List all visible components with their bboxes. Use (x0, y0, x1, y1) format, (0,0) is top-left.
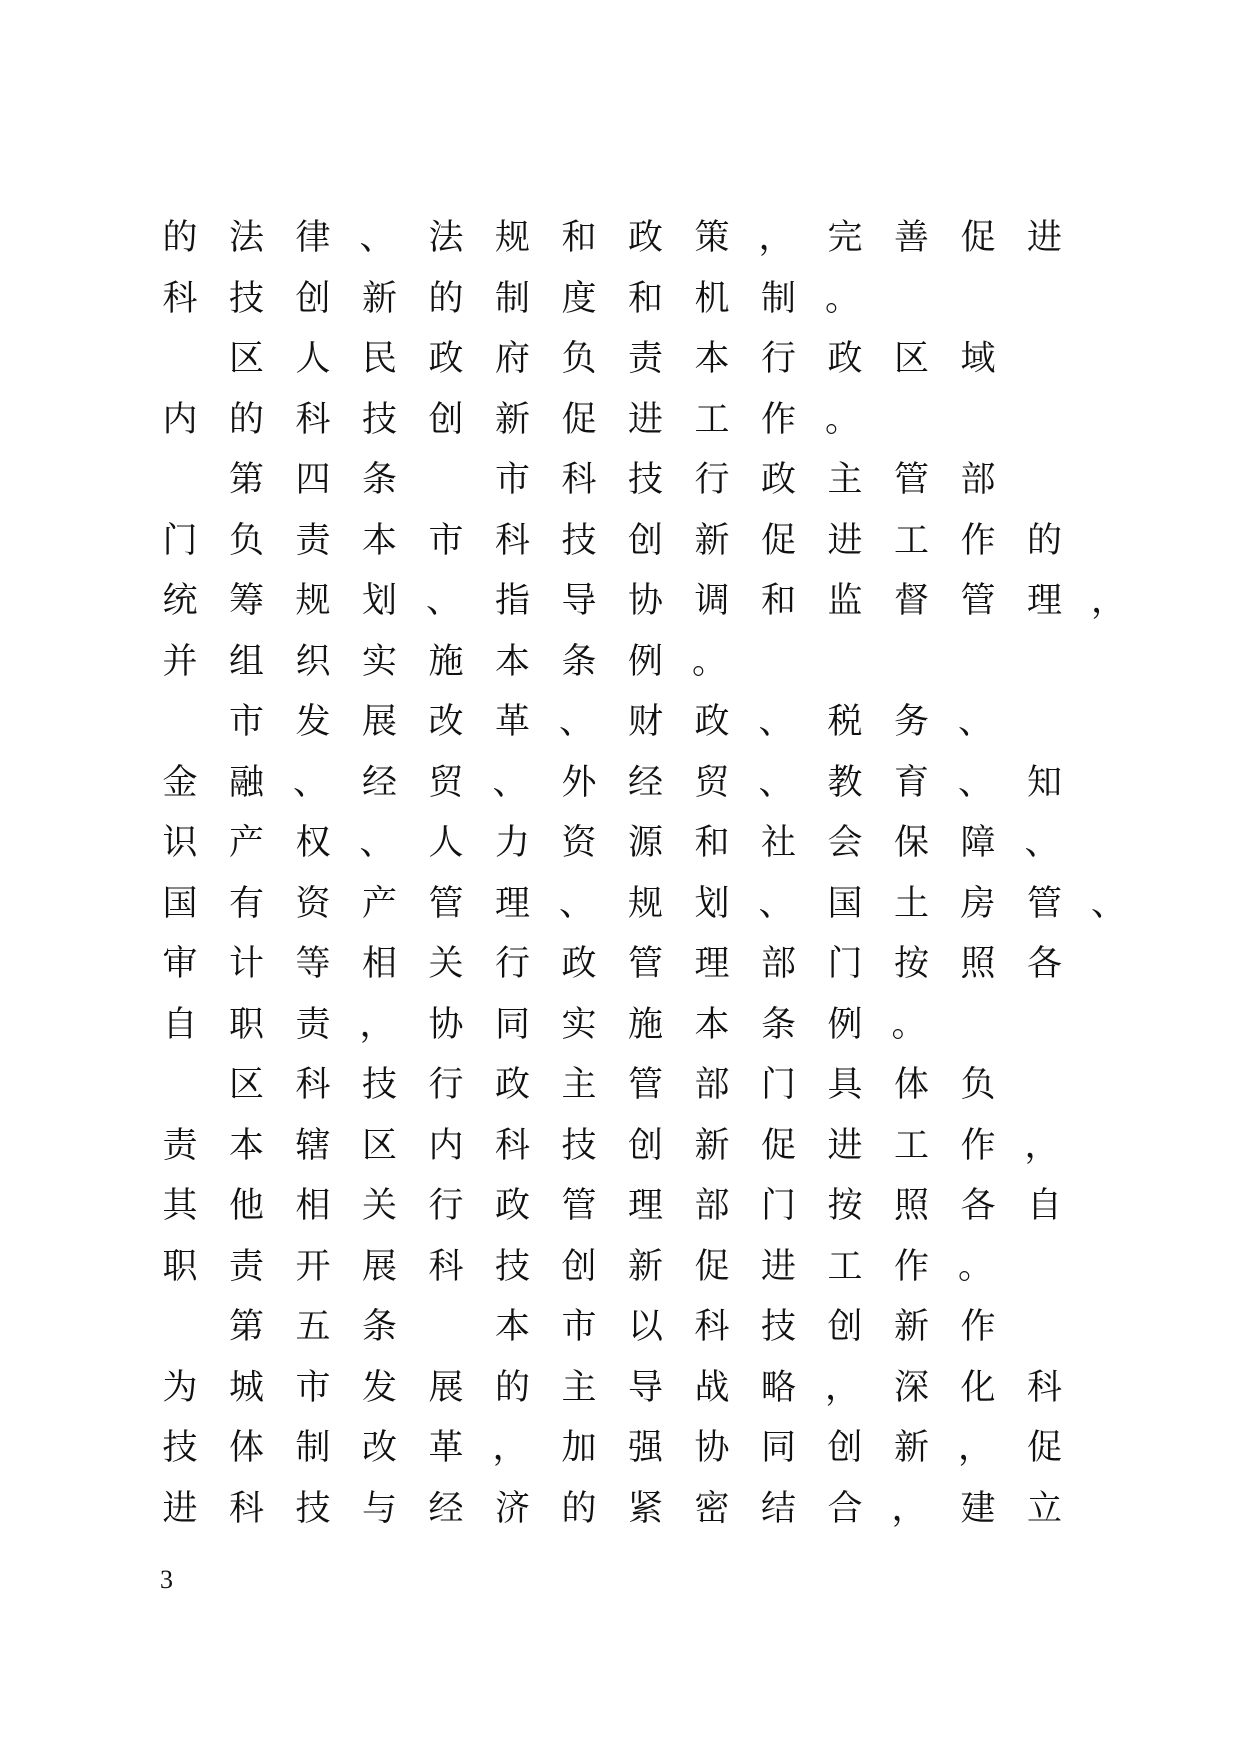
page-number: 3 (160, 1565, 173, 1594)
text-line: 自 职 责 ， 协 同 实 施 本 条 例 。 (162, 1004, 927, 1045)
text-line: 职 责 开 展 科 技 创 新 促 进 工 作 。 (162, 1246, 994, 1287)
text-line: 区 科 技 行 政 主 管 部 门 具 体 负 (228, 1065, 996, 1105)
text-line: 审 计 等 相 关 行 政 管 理 部 门 按 照 各 (162, 944, 1062, 984)
text-line: 内 的 科 技 创 新 促 进 工 作 。 (162, 399, 861, 440)
text-line: 其 他 相 关 行 政 管 理 部 门 按 照 各 自 (162, 1186, 1062, 1226)
text-line: 金 融 、 经 贸 、 外 经 贸 、 教 育 、 知 (162, 762, 1062, 803)
text-line: 为 城 市 发 展 的 主 导 战 略 ， 深 化 科 (162, 1367, 1062, 1408)
text-line: 识 产 权 、 人 力 资 源 和 社 会 保 障 、 (162, 823, 1060, 863)
text-line: 统 筹 规 划 、 指 导 协 调 和 监 督 管 理 ， (162, 581, 1127, 621)
text-line: 并 组 织 实 施 本 条 例 。 (162, 641, 728, 682)
text-line: 市 发 展 改 革 、 财 政 、 税 务 、 (228, 702, 994, 742)
text-line: 科 技 创 新 的 制 度 和 机 制 。 (162, 278, 861, 319)
text-line: 的 法 律 、 法 规 和 政 策 ， 完 善 促 进 (162, 218, 1062, 258)
text-line: 进 科 技 与 经 济 的 紧 密 结 合 ， 建 立 (162, 1488, 1062, 1529)
body-text (160, 218, 1127, 1549)
text-line: 门 负 责 本 市 科 技 创 新 促 进 工 作 的 (162, 520, 1062, 561)
text-line: 责 本 辖 区 内 科 技 创 新 促 进 工 作 ， (162, 1125, 1060, 1166)
text-line: 第 四 条 市 科 技 行 政 主 管 部 (228, 460, 996, 500)
text-line: 第 五 条 本 市 以 科 技 创 新 作 (228, 1307, 996, 1347)
text-line: 国 有 资 产 管 理 、 规 划 、 国 土 房 管 、 (162, 883, 1127, 924)
text-line: 技 体 制 改 革 ， 加 强 协 同 创 新 ， 促 (162, 1428, 1062, 1468)
text-line: 区 人 民 政 府 负 责 本 行 政 区 域 (228, 339, 996, 379)
